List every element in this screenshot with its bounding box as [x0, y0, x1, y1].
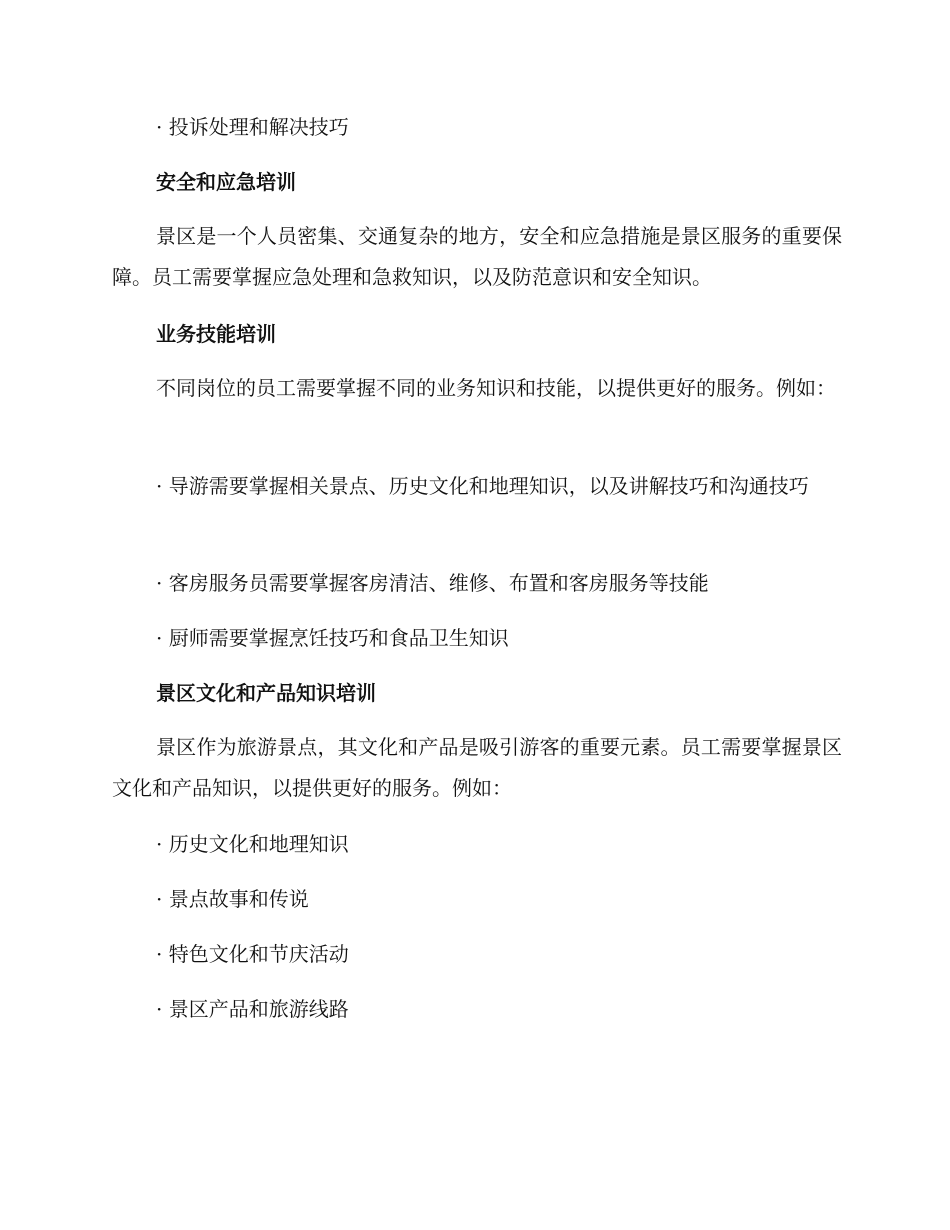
bullet-products-routes: · 景区产品和旅游线路 [156, 997, 349, 1021]
bullet-history-geography: · 历史文化和地理知识 [156, 832, 349, 856]
heading-business-skills: 业务技能培训 [156, 322, 276, 346]
heading-culture-products: 景区文化和产品知识培训 [156, 681, 376, 705]
heading-safety-training: 安全和应急培训 [156, 170, 296, 194]
paragraph-culture: 景区作为旅游景点，其文化和产品是吸引游客的重要元素。员工需要掌握景区文化和产品知识，以提供更好的服务。例如： [112, 735, 842, 800]
paragraph-safety: 景区是一个人员密集、交通复杂的地方，安全和应急措施是景区服务的重要保障。员工需要掌握应急处理和急救知识，以及防范意识和安全知识。 [112, 224, 842, 289]
bullet-festivals: · 特色文化和节庆活动 [156, 942, 349, 966]
bullet-chef: · 厨师需要掌握烹饪技巧和食品卫生知识 [156, 626, 509, 650]
bullet-complaint-handling: · 投诉处理和解决技巧 [156, 115, 349, 139]
paragraph-business: 不同岗位的员工需要掌握不同的业务知识和技能，以提供更好的服务。例如： [156, 376, 836, 400]
bullet-tour-guide: · 导游需要掌握相关景点、历史文化和地理知识，以及讲解技巧和沟通技巧 [156, 474, 809, 498]
bullet-room-service: · 客房服务员需要掌握客房清洁、维修、布置和客房服务等技能 [156, 571, 709, 595]
bullet-stories-legends: · 景点故事和传说 [156, 887, 309, 911]
